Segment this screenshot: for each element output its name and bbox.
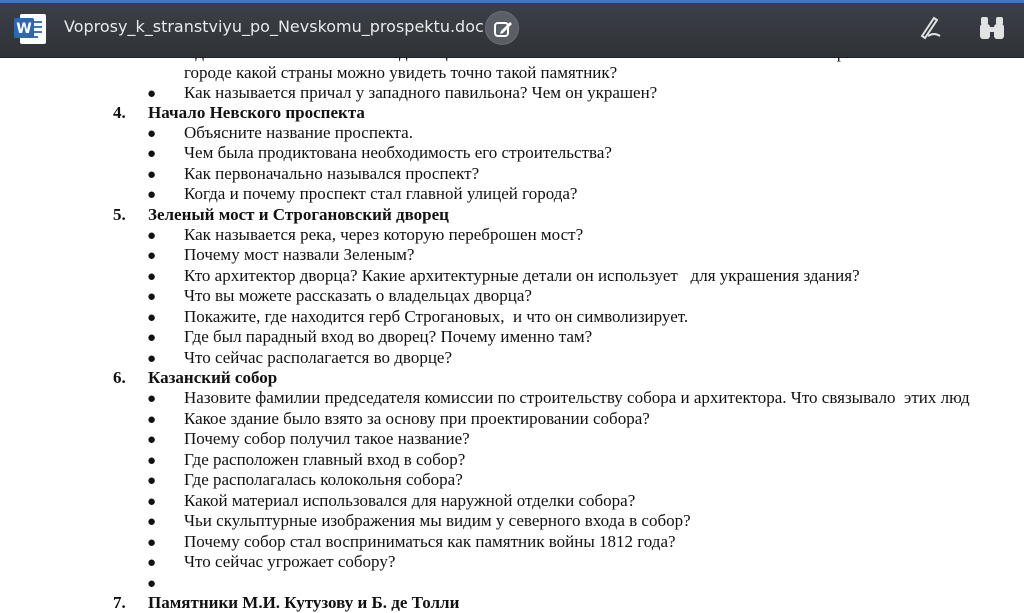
list-item: Почему собор получил такое название? — [184, 429, 470, 448]
bullet-mark: ● — [147, 391, 157, 407]
bullet-mark: ● — [147, 494, 157, 510]
list-item: Почему мост назвали Зеленым? — [184, 245, 415, 264]
bullet-mark: ● — [147, 330, 157, 346]
binoculars-icon[interactable] — [978, 14, 1006, 47]
bullet-mark: ● — [147, 453, 157, 469]
list-item: Что сейчас угрожает собору? — [184, 552, 396, 571]
bullet-mark: ● — [147, 248, 157, 264]
list-item: Какое здание было взято за основу при проектировании собора? — [184, 409, 650, 428]
bullet-mark: ● — [147, 126, 157, 142]
list-item: Кто архитектор дворца? Какие архитектурные детали он использует для украшения здания? — [184, 266, 860, 285]
list-item: Где был парадный вход во дворец? Почему именно там? — [184, 327, 593, 346]
bullet-mark: ● — [147, 146, 157, 162]
bullet-mark: ● — [147, 351, 157, 367]
list-item: Назовите фамилии председателя комиссии по строительству собора и архитектора. Что связывало этих люд — [184, 388, 970, 407]
list-item: Что сейчас располагается во дворце? — [184, 348, 453, 367]
word-doc-icon — [14, 13, 48, 45]
list-item: Как первоначально назывался проспект? — [184, 164, 480, 183]
pen-icon[interactable] — [916, 14, 944, 47]
section-heading: Начало Невского проспекта — [148, 103, 365, 122]
list-item: Что вы можете рассказать о владельцах дворца? — [184, 286, 532, 305]
section-number: 6. — [113, 368, 126, 387]
bullet-mark: ● — [147, 473, 157, 489]
toolbar-accent-line — [0, 0, 1024, 3]
section-heading: Памятники М.И. Кутузову и Б. де Толли — [148, 593, 460, 612]
bullet-mark: ● — [147, 412, 157, 428]
word-icon-letter: W — [16, 21, 32, 37]
bullet-mark: ● — [147, 432, 157, 448]
edit-button[interactable] — [485, 11, 519, 45]
list-item: Чьи скульптурные изображения мы видим у северного входа в собор? — [184, 511, 691, 530]
list-item: Какой материал использовался для наружной отделки собора? — [184, 491, 636, 510]
list-item: Чем была продиктована необходимость его строительства? — [184, 143, 612, 162]
app-toolbar — [0, 0, 1024, 58]
bullet-mark: ● — [147, 167, 157, 183]
list-item: Когда и почему проспект стал главной улицей города? — [184, 184, 578, 203]
bullet-mark: ● — [147, 228, 157, 244]
list-item: Объясните название проспекта. — [184, 123, 413, 142]
list-item: Где расположен главный вход в собор? — [184, 450, 466, 469]
bullet-mark: ● — [147, 269, 157, 285]
bullet-mark: ● — [147, 555, 157, 571]
section-number: 7. — [113, 593, 126, 612]
section-heading: Казанский собор — [148, 368, 278, 387]
bullet-mark: ● — [147, 86, 157, 102]
section-number: 4. — [113, 103, 126, 122]
document-page[interactable] — [0, 58, 1024, 612]
list-item: Почему собор стал восприниматься как памятник войны 1812 года? — [184, 532, 676, 551]
bullet-mark: ● — [147, 289, 157, 305]
list-item: Покажите, где находится герб Строгановых, и что он символизирует. — [184, 307, 689, 326]
list-item: городе какой страны можно увидеть точно такой памятник? — [184, 63, 618, 82]
bullet-mark: ● — [147, 535, 157, 551]
section-heading: Зеленый мост и Строгановский дворец — [148, 205, 449, 224]
edit-icon — [493, 19, 513, 39]
section-number: 5. — [113, 205, 126, 224]
bullet-mark: ● — [147, 187, 157, 203]
bullet-mark: ● — [147, 576, 157, 592]
list-item: Как называется причал у западного павильона? Чем он украшен? — [184, 83, 658, 102]
list-item: Как называется река, через которую переброшен мост? — [184, 225, 584, 244]
document-title: Voprosy_k_stranstviyu_po_Nevskomu_prospektu.doc — [64, 17, 484, 36]
list-item: Где располагалась колокольня собора? — [184, 470, 463, 489]
bullet-mark: ● — [147, 310, 157, 326]
bullet-mark: ● — [147, 514, 157, 530]
